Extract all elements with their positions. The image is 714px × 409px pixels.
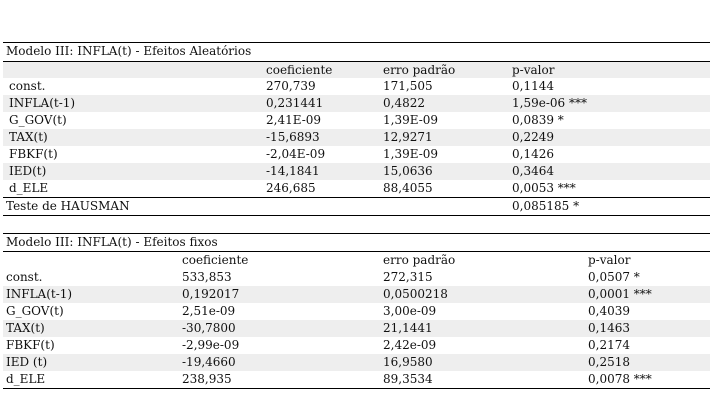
std-error-value: 171,505: [383, 79, 433, 93]
table2-title: Modelo III: INFLA(t) - Efeitos fixos: [6, 235, 218, 249]
table-row: [3, 180, 710, 197]
std-error-value: 3,00e-09: [383, 304, 437, 318]
table1-title: Modelo III: INFLA(t) - Efeitos Aleatórios: [6, 44, 252, 58]
table2-header-row: [3, 252, 710, 269]
std-error-value: 272,315: [383, 270, 433, 284]
std-error-value: 0,4822: [383, 96, 425, 110]
variable-label: G_GOV(t): [6, 304, 64, 318]
table2-bottom-rule: [3, 388, 710, 389]
variable-label: INFLA(t-1): [6, 287, 73, 301]
variable-label: INFLA(t-1): [9, 96, 76, 110]
table1-header-coef: coeficiente: [266, 63, 333, 77]
coefficient-value: 0,192017: [182, 287, 240, 301]
coefficient-value: -2,04E-09: [266, 147, 326, 161]
std-error-value: 21,1441: [383, 321, 433, 335]
table1-header-se: erro padrão: [383, 63, 456, 77]
std-error-value: 16,9580: [383, 355, 433, 369]
table-row: [3, 303, 710, 320]
table-row: [3, 320, 710, 337]
table-row: [3, 112, 710, 129]
std-error-value: 0,0500218: [383, 287, 448, 301]
hausman-row: [3, 198, 710, 215]
coefficient-value: 238,935: [182, 372, 232, 386]
table-row: [3, 95, 710, 112]
coefficient-value: 2,41E-09: [266, 113, 322, 127]
coefficient-value: -15,6893: [266, 130, 320, 144]
hausman-label: Teste de HAUSMAN: [6, 199, 130, 213]
coefficient-value: 0,231441: [266, 96, 324, 110]
table-row: [3, 269, 710, 286]
coefficient-value: 533,853: [182, 270, 232, 284]
table-row: [3, 354, 710, 371]
table-row: [3, 146, 710, 163]
variable-label: const.: [9, 79, 46, 93]
coefficient-value: 270,739: [266, 79, 316, 93]
variable-label: TAX(t): [6, 321, 45, 335]
p-value: 0,3464: [512, 164, 554, 178]
p-value: 0,0078 ***: [588, 372, 652, 386]
table2-title-row: [3, 234, 710, 251]
coefficient-value: 246,685: [266, 181, 316, 195]
variable-label: G_GOV(t): [9, 113, 67, 127]
coefficient-value: -19,4660: [182, 355, 236, 369]
table1-header-row: [3, 62, 710, 79]
variable-label: FBKF(t): [6, 338, 55, 352]
hausman-value: 0,085185 *: [512, 199, 580, 213]
variable-label: IED(t): [9, 164, 47, 178]
table1-bottom-rule: [3, 215, 710, 216]
p-value: 0,2518: [588, 355, 630, 369]
p-value: 0,1463: [588, 321, 630, 335]
p-value: 0,0053 ***: [512, 181, 576, 195]
p-value: 0,0839 *: [512, 113, 564, 127]
p-value: 0,0001 ***: [588, 287, 652, 301]
std-error-value: 12,9271: [383, 130, 433, 144]
table1-title-row: [3, 43, 710, 60]
variable-label: TAX(t): [9, 130, 48, 144]
table2-header-coef: coeficiente: [182, 253, 249, 267]
variable-label: IED (t): [6, 355, 48, 369]
p-value: 0,2249: [512, 130, 554, 144]
std-error-value: 1,39E-09: [383, 147, 439, 161]
p-value: 1,59e-06 ***: [512, 96, 587, 110]
table2-header-se: erro padrão: [383, 253, 456, 267]
variable-label: d_ELE: [9, 181, 49, 195]
p-value: 0,4039: [588, 304, 630, 318]
coefficient-value: -14,1841: [266, 164, 320, 178]
table-row: [3, 129, 710, 146]
variable-label: d_ELE: [6, 372, 46, 386]
std-error-value: 1,39E-09: [383, 113, 439, 127]
table-row: [3, 286, 710, 303]
variable-label: FBKF(t): [9, 147, 58, 161]
coefficient-value: 2,51e-09: [182, 304, 236, 318]
variable-label: const.: [6, 270, 43, 284]
p-value: 0,1144: [512, 79, 554, 93]
std-error-value: 88,4055: [383, 181, 433, 195]
coefficient-value: -30,7800: [182, 321, 236, 335]
std-error-value: 2,42e-09: [383, 338, 437, 352]
p-value: 0,1426: [512, 147, 554, 161]
std-error-value: 15,0636: [383, 164, 433, 178]
p-value: 0,0507 *: [588, 270, 640, 284]
table2-header-p: p-valor: [588, 253, 631, 267]
p-value: 0,2174: [588, 338, 630, 352]
table1-header-p: p-valor: [512, 63, 555, 77]
std-error-value: 89,3534: [383, 372, 433, 386]
table-row: [3, 371, 710, 388]
table-row: [3, 163, 710, 180]
table-row: [3, 337, 710, 354]
coefficient-value: -2,99e-09: [182, 338, 240, 352]
table-row: [3, 78, 710, 95]
